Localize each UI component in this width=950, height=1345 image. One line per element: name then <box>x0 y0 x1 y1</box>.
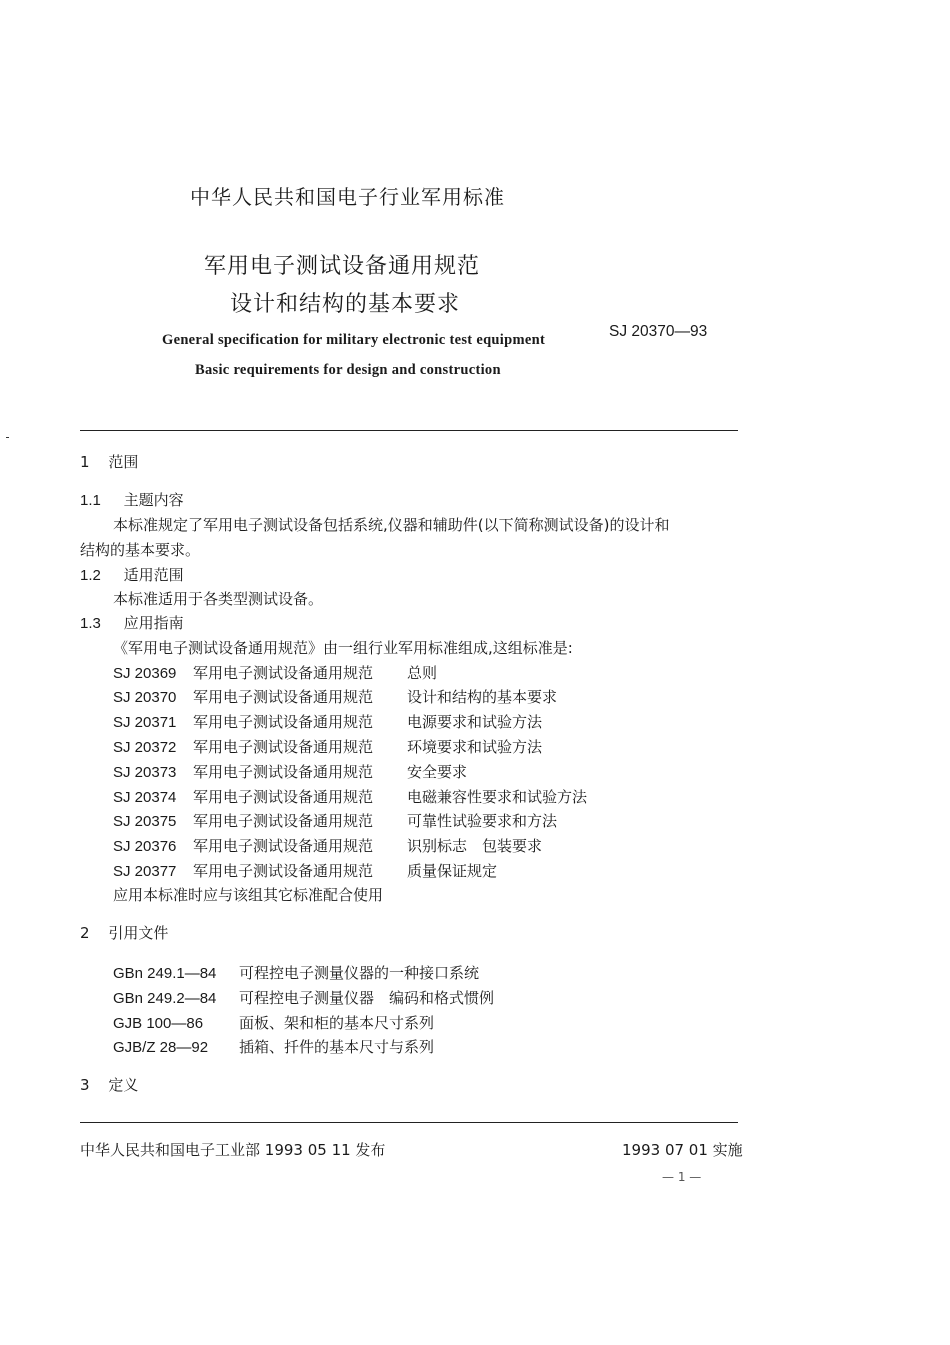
reference-code: GJB/Z 28—92 <box>113 1039 209 1056</box>
standard-name: 军用电子测试设备通用规范 <box>193 788 374 806</box>
bottom-divider <box>80 1122 738 1123</box>
section-title: 适用范围 <box>123 566 184 584</box>
reference-title: 插箱、扦件的基本尺寸与系列 <box>239 1038 435 1056</box>
reference-code: GBn 249.1—84 <box>113 965 217 982</box>
reference-row <box>113 1036 434 1057</box>
section-number: 3 <box>80 1076 90 1094</box>
reference-row <box>113 962 479 983</box>
standard-code: SJ 20370—93 <box>609 323 708 340</box>
standard-code: SJ 20374 <box>113 789 177 806</box>
standard-code: SJ 20369 <box>113 665 177 682</box>
section-2-heading <box>80 922 168 943</box>
standard-name: 军用电子测试设备通用规范 <box>193 763 374 781</box>
standard-code: SJ 20373 <box>113 764 177 781</box>
reference-code: GBn 249.2—84 <box>113 990 217 1007</box>
paragraph-1-3-outro: 应用本标准时应与该组其它标准配合使用 <box>113 886 384 904</box>
reference-row <box>113 1012 434 1033</box>
standard-part: 设计和结构的基本要求 <box>407 688 558 706</box>
section-number: 1.2 <box>80 567 101 584</box>
standard-name: 军用电子测试设备通用规范 <box>193 738 374 756</box>
standard-part: 总则 <box>407 664 438 682</box>
standard-name: 军用电子测试设备通用规范 <box>193 664 374 682</box>
section-number: 1.3 <box>80 615 101 632</box>
standard-row <box>113 860 497 881</box>
standard-row <box>113 786 587 807</box>
section-number: 1 <box>80 453 90 471</box>
standard-row <box>113 662 437 683</box>
standard-part: 电源要求和试验方法 <box>407 713 543 731</box>
section-1-1-heading <box>80 489 184 510</box>
standard-row <box>113 810 557 831</box>
standard-row <box>113 736 542 757</box>
section-number: 1.1 <box>80 492 101 509</box>
reference-title: 面板、架和柜的基本尺寸系列 <box>239 1014 435 1032</box>
reference-row <box>113 987 494 1008</box>
standard-row <box>113 761 467 782</box>
standard-code: SJ 20372 <box>113 739 177 756</box>
reference-title: 可程控电子测量仪器 编码和格式惯例 <box>239 989 495 1007</box>
standard-name: 军用电子测试设备通用规范 <box>193 713 374 731</box>
section-title: 范围 <box>108 453 139 471</box>
title-line-1: 军用电子测试设备通用规范 <box>204 254 481 279</box>
standard-part: 电磁兼容性要求和试验方法 <box>407 788 588 806</box>
section-title: 主题内容 <box>123 491 184 509</box>
standard-part: 环境要求和试验方法 <box>407 738 543 756</box>
issue-statement: 中华人民共和国电子工业部 1993 05 11 发布 <box>80 1141 386 1159</box>
standard-part: 识别标志 包装要求 <box>407 837 543 855</box>
title-en-line-1: General specification for military electronic test equipment <box>162 332 546 348</box>
section-1-3-heading <box>80 612 184 633</box>
standard-code: SJ 20371 <box>113 714 177 731</box>
standard-code: SJ 20377 <box>113 863 177 880</box>
section-number: 2 <box>80 924 90 942</box>
standard-code: SJ 20375 <box>113 813 177 830</box>
scan-mark <box>6 437 9 438</box>
section-title: 定义 <box>108 1076 139 1094</box>
section-title: 引用文件 <box>108 924 169 942</box>
standard-code: SJ 20376 <box>113 838 177 855</box>
effective-statement: 1993 07 01 实施 <box>622 1141 743 1159</box>
section-1-2-heading <box>80 564 184 585</box>
paragraph-1-2: 本标准适用于各类型测试设备。 <box>113 590 324 608</box>
paragraph-1-1-line-1: 本标准规定了军用电子测试设备包括系统,仪器和辅助件(以下简称测试设备)的设计和 <box>113 516 670 534</box>
standard-name: 军用电子测试设备通用规范 <box>193 862 374 880</box>
standard-row <box>113 686 557 707</box>
section-3-heading <box>80 1074 138 1095</box>
reference-code: GJB 100—86 <box>113 1015 204 1032</box>
standard-row <box>113 711 542 732</box>
top-divider <box>80 430 738 431</box>
standard-part: 安全要求 <box>407 763 468 781</box>
paragraph-1-3-intro: 《军用电子测试设备通用规范》由一组行业军用标准组成,这组标准是: <box>113 639 573 657</box>
standard-category: 中华人民共和国电子行业军用标准 <box>190 185 505 209</box>
paragraph-1-1-line-2: 结构的基本要求。 <box>80 541 201 559</box>
standard-row <box>113 835 542 856</box>
standard-name: 军用电子测试设备通用规范 <box>193 812 374 830</box>
standard-name: 军用电子测试设备通用规范 <box>193 837 374 855</box>
title-en-line-2: Basic requirements for design and construction <box>195 362 501 378</box>
standard-part: 可靠性试验要求和方法 <box>407 812 558 830</box>
standard-part: 质量保证规定 <box>407 862 498 880</box>
standard-code: SJ 20370 <box>113 689 177 706</box>
section-title: 应用指南 <box>123 614 184 632</box>
page-number: — 1 — <box>662 1170 702 1184</box>
reference-title: 可程控电子测量仪器的一种接口系统 <box>239 964 480 982</box>
standard-name: 军用电子测试设备通用规范 <box>193 688 374 706</box>
title-line-2: 设计和结构的基本要求 <box>230 292 461 317</box>
section-1-heading <box>80 451 138 472</box>
